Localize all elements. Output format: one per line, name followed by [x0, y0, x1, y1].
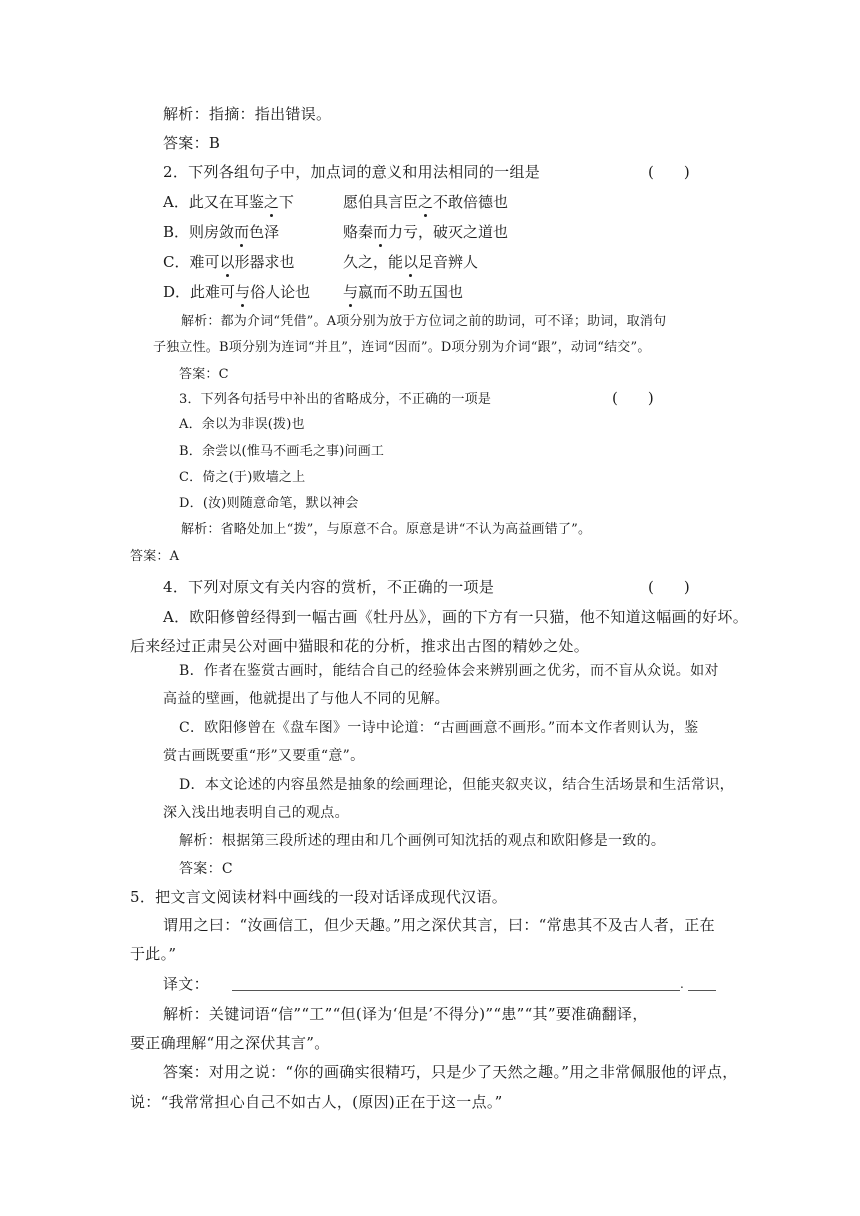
- q3-stem: 3．下列各句括号中补出的省略成分，不正确的一项是: [179, 392, 492, 407]
- q3-option-b: B．余尝以(惟马不画毛之事)问画工: [179, 444, 385, 459]
- q4-answer-paren: ( ): [648, 578, 690, 596]
- q4-option-c-line1: C．欧阳修曾在《盘车图》一诗中论道：“古画画意不画形。”而本文作者则认为，鉴: [179, 720, 699, 736]
- q4-option-d-line1: D．本文论述的内容虽然是抽象的绘画理论，但能夹叙夹议，结合生活场景和生活常识，: [179, 777, 734, 793]
- translation-line-period: .: [680, 977, 685, 991]
- q5-quote-line2: 于此。”: [130, 945, 177, 963]
- q3-option-c: C．倚之(于)败墙之上: [179, 470, 306, 485]
- q4-option-b-line2: 高益的壁画，他就提出了与他人不同的见解。: [163, 691, 449, 707]
- dotted-word: 之: [263, 193, 279, 211]
- q2-answer-paren: ( ): [648, 163, 690, 181]
- dotted-word: 以: [219, 253, 235, 271]
- q3-answer: 答案：A: [130, 549, 180, 564]
- q2-stem: 2．下列各组句子中，加点词的意义和用法相同的一组是: [163, 163, 541, 181]
- q5-stem: 5．把文言文阅读材料中画线的一段对话译成现代汉语。: [130, 888, 508, 906]
- q4-option-a-line1: A．欧阳修曾经得到一幅古画《牡丹丛》，画的下方有一只猫，他不知道这幅画的好坏。: [163, 608, 749, 626]
- dotted-word: 以: [403, 253, 419, 271]
- q4-option-b-line1: B．作者在鉴赏古画时，能结合自己的经验体会来辨别画之优劣，而不盲从众说。如对: [179, 663, 719, 679]
- q5-quote-line1: 谓用之曰：“汝画信工，但少天趣。”用之深伏其言，曰：“常患其不及古人者，正在: [163, 916, 715, 934]
- translation-answer-line-tail: [688, 990, 716, 991]
- dotted-word: 而: [373, 223, 389, 241]
- q4-analysis: 解析：根据第三段所述的理由和几个画例可知沈括的观点和欧阳修是一致的。: [179, 833, 666, 849]
- q4-option-a-line2: 后来经过正肃吴公对画中猫眼和花的分析，推求出古图的精妙之处。: [130, 637, 590, 655]
- option-label: A．: [163, 193, 189, 211]
- dotted-word: 与: [343, 283, 359, 301]
- option-label: D．: [163, 283, 191, 301]
- translation-answer-line: [232, 990, 680, 991]
- q5-translation-label: 译文：: [163, 975, 209, 993]
- q4-answer: 答案：C: [179, 861, 233, 877]
- q4-option-c-line2: 赏古画既要重“形”又要重“意”。: [163, 748, 365, 764]
- q2-analysis-line2: 子独立性。B项分别为连词“并且”，连词“因而”。D项分别为介词“跟”，动词“结交”。: [153, 340, 651, 355]
- q2-analysis-line1: 解析：都为介词“凭借”。A项分别为放于方位词之前的助词，可不译；助词，取消句: [181, 314, 667, 329]
- q3-answer-paren: ( ): [612, 389, 654, 407]
- option-label: B．: [163, 223, 190, 241]
- q5-answer-line1: 答案：对用之说：“你的画确实很精巧，只是少了天然之趣。”用之非常佩服他的评点，: [163, 1063, 738, 1081]
- q1-analysis: 解析：指摘：指出错误。: [163, 105, 332, 123]
- q3-option-d: D．(汝)则随意命笔，默以神会: [179, 496, 359, 511]
- q4-option-d-line2: 深入浅出地表明自己的观点。: [163, 805, 349, 821]
- q5-analysis-line1: 解析：关键词语“信”“工”“但(译为‘但是’不得分)”“患”“其”要准确翻译，: [163, 1005, 648, 1023]
- q5-analysis-line2: 要正确理解“用之深伏其言”。: [130, 1034, 330, 1052]
- dotted-word: 与: [235, 283, 251, 301]
- q3-option-a: A．余以为非误(拨)也: [179, 417, 305, 432]
- q1-answer: 答案：B: [163, 134, 221, 152]
- q4-stem: 4．下列对原文有关内容的赏析，不正确的一项是: [163, 578, 495, 596]
- q5-answer-line2: 说：“我常常担心自己不如古人，(原因)正在于这一点。”: [130, 1093, 503, 1111]
- q3-analysis: 解析：省略处加上“拨”，与原意不合。原意是讲“不认为高益画错了”。: [181, 522, 592, 537]
- dotted-word: 而: [234, 223, 250, 241]
- dotted-word: 之: [418, 193, 434, 211]
- option-label: C．: [163, 253, 190, 271]
- document-page: 解析：指摘：指出错误。 答案：B 2．下列各组句子中，加点词的意义和用法相同的一组是 ( ) A．此又在耳鉴之下 愿伯具言臣之不敢倍德也 B．则房敛而色泽 赂秦而力亏，破灭之道也 C．难可以形器求也 久之，能以足音辨人 D．此难可与俗人论也 与嬴而不助五国也 解析：都为介词“凭借”。A项分别为放于方位词之前的助词，可不译；助词，取消句 子独立性。B项分别为连词“并且”，连词“因而”。D项分别为介词“跟”，动词“结交”。 答案：C 3．下列各句括号中补出的省略成分，不正确的一项是 ( ) A．余以为非误(拨)也 B．余尝以(惟马不画毛之事)问画工 C．倚之(于)败墙之上 D．(汝)则随意命笔，默以神会 解析：省略处加上“拨”，与原意不合。原意是讲“不认为高益画错了”。 答案：A 4．下列对原文有关内容的赏析，不正确的一项是 ( ) A．欧阳修曾经得到一幅古画《牡丹丛》，画的下方有一只猫，他不知道这幅画的好坏。 后来经过正肃吴公对画中猫眼和花的分析，推求出古图的精妙之处。 B．作者在鉴赏古画时，能结合自己的经验体会来辨别画之优劣，而不盲从众说。如对 高益的壁画，他就提出了与他人不同的见解。 C．欧阳修曾在《盘车图》一诗中论道：“古画画意不画形。”而本文作者则认为，鉴 赏古画既要重“形”又要重“意”。 D．本文论述的内容虽然是抽象的绘画理论，但能夹叙夹议，结合生活场景和生活常识， 深入浅出地表明自己的观点。 解析：根据第三段所述的理由和几个画例可知沈括的观点和欧阳修是一致的。 答案：C 5．把文言文阅读材料中画线的一段对话译成现代汉语。 谓用之曰：“汝画信工，但少天趣。”用之深伏其言，曰：“常患其不及古人者，正在 于此。” 译文： . 解析：关键词语“信”“工”“但(译为‘但是’不得分)”“患”“其”要准确翻译， 要正确理解“用之深伏其言”。 答案：对用之说：“你的画确实很精巧，只是少了天然之趣。”用之非常佩服他的评点， 说：“我常常担心自己不如古人，(原因)正在于这一点。”: [130, 105, 749, 1111]
- q2-answer: 答案：C: [179, 367, 229, 382]
